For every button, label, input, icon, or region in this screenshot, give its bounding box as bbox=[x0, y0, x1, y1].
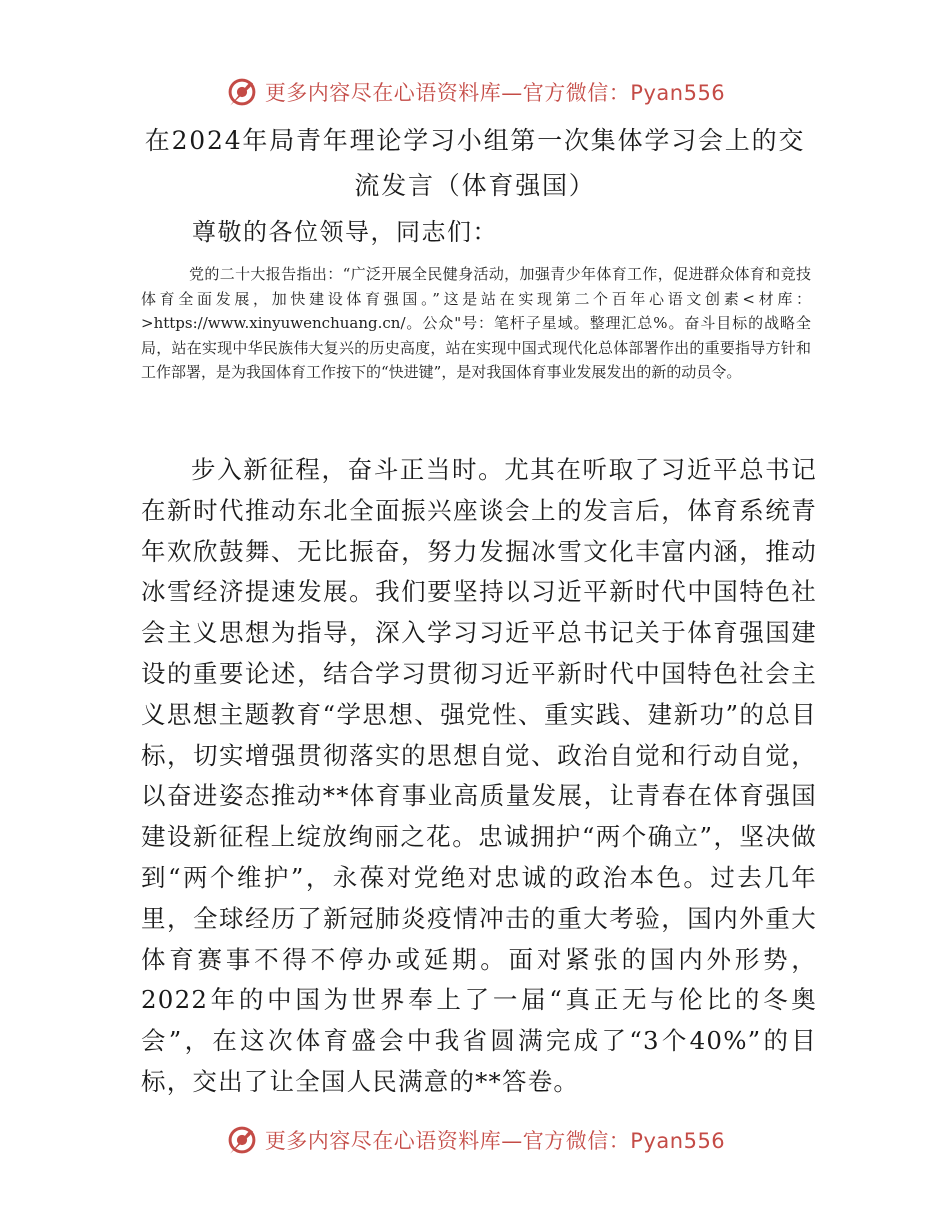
quill-pen-circle-logo bbox=[225, 1123, 259, 1157]
intro-paragraph: 党的二十大报告指出：“广泛开展全民健身活动，加强青少年体育工作，促进群众体育和竞技体育全面发展，加快建设体育强国。”这是站在实现第二个百年心语文创素<材库：>https://www.xinyuwenchuang.cn/。公众"号：笔杆子星域。整理汇总%。奋斗目标的战略全局，站在实现中华民族伟大复兴的历史高度，站在实现中国式现代化总体部署作出的重要指导方针和工作部署，是为我国体育工作按下的“快进键”，是对我国体育事业发展发出的新的动员令。 bbox=[141, 265, 811, 381]
salutation: 尊敬的各位领导，同志们： bbox=[192, 218, 498, 246]
body-paragraph: 步入新征程，奋斗正当时。尤其在听取了习近平总书记在新时代推动东北全面振兴座谈会上的发言后，体育系统青年欢欣鼓舞、无比振奋，努力发掘冰雪文化丰富内涵，推动冰雪经济提速发展。我们要坚持以习近平新时代中国特色社会主义思想为指导，深入学习习近平总书记关于体育强国建设的重要论述，结合学习贯彻习近平新时代中国特色社会主义思想主题教育“学思想、强党性、重实践、建新功”的总目标，切实增强贯彻落实的思想自觉、政治自觉和行动自觉，以奋进姿态推动**体育事业高质量发展，让青春在体育强国建设新征程上绽放绚丽之花。忠诚拥护“两个确立”，坚决做到“两个维护”，永葆对党绝对忠诚的政治本色。过去几年里，全球经历了新冠肺炎疫情冲击的重大考验，国内外重大体育赛事不得不停办或延期。面对紧张的国内外形势，2022年的中国为世界奉上了一届“真正无与伦比的冬奥会”，在这次体育盛会中我省圆满完成了“3个40%”的目标，交出了让全国人民满意的**答卷。 bbox=[141, 455, 817, 1096]
document-title: 在2024年局青年理论学习小组第一次集体学习会上的交流发言（体育强国） bbox=[144, 126, 806, 200]
quill-pen-circle-logo bbox=[225, 75, 259, 109]
header-banner-text: 更多内容尽在心语资料库—官方微信：Pyan556 bbox=[264, 81, 726, 105]
footer-banner bbox=[0, 1118, 950, 1162]
header-banner bbox=[0, 70, 950, 114]
footer-banner-text: 更多内容尽在心语资料库—官方微信：Pyan556 bbox=[264, 1129, 726, 1153]
